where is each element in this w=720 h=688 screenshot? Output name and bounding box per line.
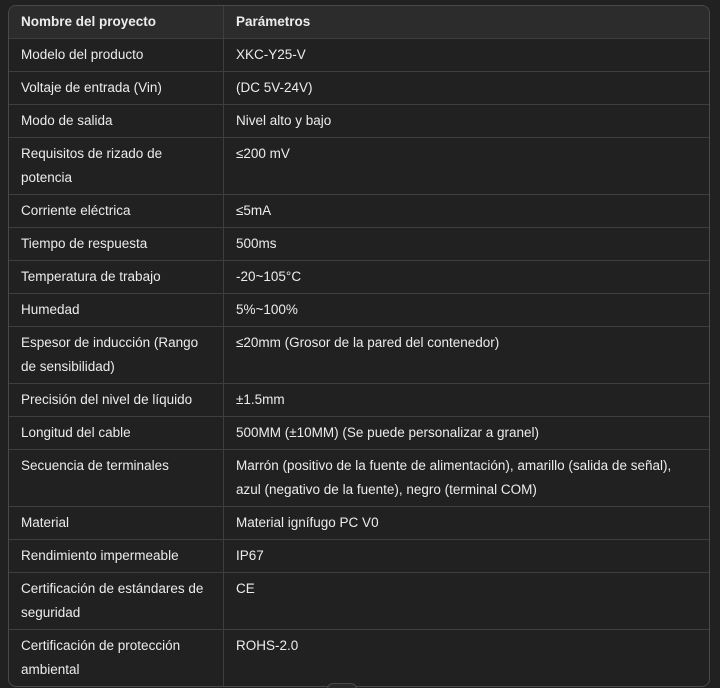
table-row (9, 507, 709, 540)
table-row (9, 384, 709, 417)
row-name-cell: Espesor de inducción (Rango de sensibilidad) (9, 327, 224, 384)
row-value-cell: XKC-Y25-V (224, 39, 710, 72)
row-name-cell: Temperatura de trabajo (9, 261, 224, 294)
row-value-cell: IP67 (224, 540, 710, 573)
row-value-cell: ROHS-2.0 (236, 638, 299, 653)
row-name-cell: Certificación de estándares de seguridad (9, 573, 224, 630)
header-parameters: Parámetros (224, 6, 710, 39)
row-name-cell: Material (9, 507, 224, 540)
table-row (9, 294, 709, 327)
row-value-cell: ≤200 mV (224, 138, 710, 195)
table-row (9, 39, 709, 72)
row-name-cell: Rendimiento impermeable (9, 540, 224, 573)
table-row (9, 417, 709, 450)
table-row (9, 327, 709, 384)
table-row (9, 450, 709, 507)
table-row (9, 105, 709, 138)
table-body (9, 39, 709, 687)
row-name-cell: Humedad (9, 294, 224, 327)
header-project-name: Nombre del proyecto (9, 6, 224, 39)
row-value-cell: -20~105°C (224, 261, 710, 294)
row-value-cell: CE (224, 573, 710, 630)
row-value-cell: ≤20mm (Grosor de la pared del contenedor) (224, 327, 710, 384)
parameters-table-container (8, 5, 710, 687)
row-name-cell: Certificación de protección ambiental (9, 630, 224, 687)
row-value-cell: Nivel alto y bajo (224, 105, 710, 138)
table-row (9, 630, 709, 687)
row-name-cell: Corriente eléctrica (9, 195, 224, 228)
row-name-cell: Secuencia de terminales (9, 450, 224, 507)
table-header-row (9, 6, 709, 39)
table-row (9, 138, 709, 195)
row-name-cell: Voltaje de entrada (Vin) (9, 72, 224, 105)
row-value-cell: 500ms (224, 228, 710, 261)
row-value-cell: 5%~100% (224, 294, 710, 327)
row-value-cell: Marrón (positivo de la fuente de alimentación), amarillo (salida de señal), azul (negativo de la fuente), negro (terminal COM) (224, 450, 710, 507)
table-row (9, 573, 709, 630)
table-row (9, 72, 709, 105)
row-value-cell: 500MM (±10MM) (Se puede personalizar a granel) (224, 417, 710, 450)
row-value-cell: ±1.5mm (224, 384, 710, 417)
table-row (9, 261, 709, 294)
row-name-cell: Modelo del producto (9, 39, 224, 72)
row-value-cell: Material ignífugo PC V0 (224, 507, 710, 540)
table-row (9, 228, 709, 261)
row-value-cell: (DC 5V-24V) (224, 72, 710, 105)
table-row (9, 195, 709, 228)
row-name-cell: Requisitos de rizado de potencia (9, 138, 224, 195)
row-name-cell: Precisión del nivel de líquido (9, 384, 224, 417)
scroll-to-bottom-button[interactable] (327, 683, 357, 688)
row-name-cell: Longitud del cable (9, 417, 224, 450)
table-row (9, 540, 709, 573)
row-value-cell: ≤5mA (224, 195, 710, 228)
row-name-cell: Tiempo de respuesta (9, 228, 224, 261)
parameters-table (9, 6, 709, 686)
row-name-cell: Modo de salida (9, 105, 224, 138)
